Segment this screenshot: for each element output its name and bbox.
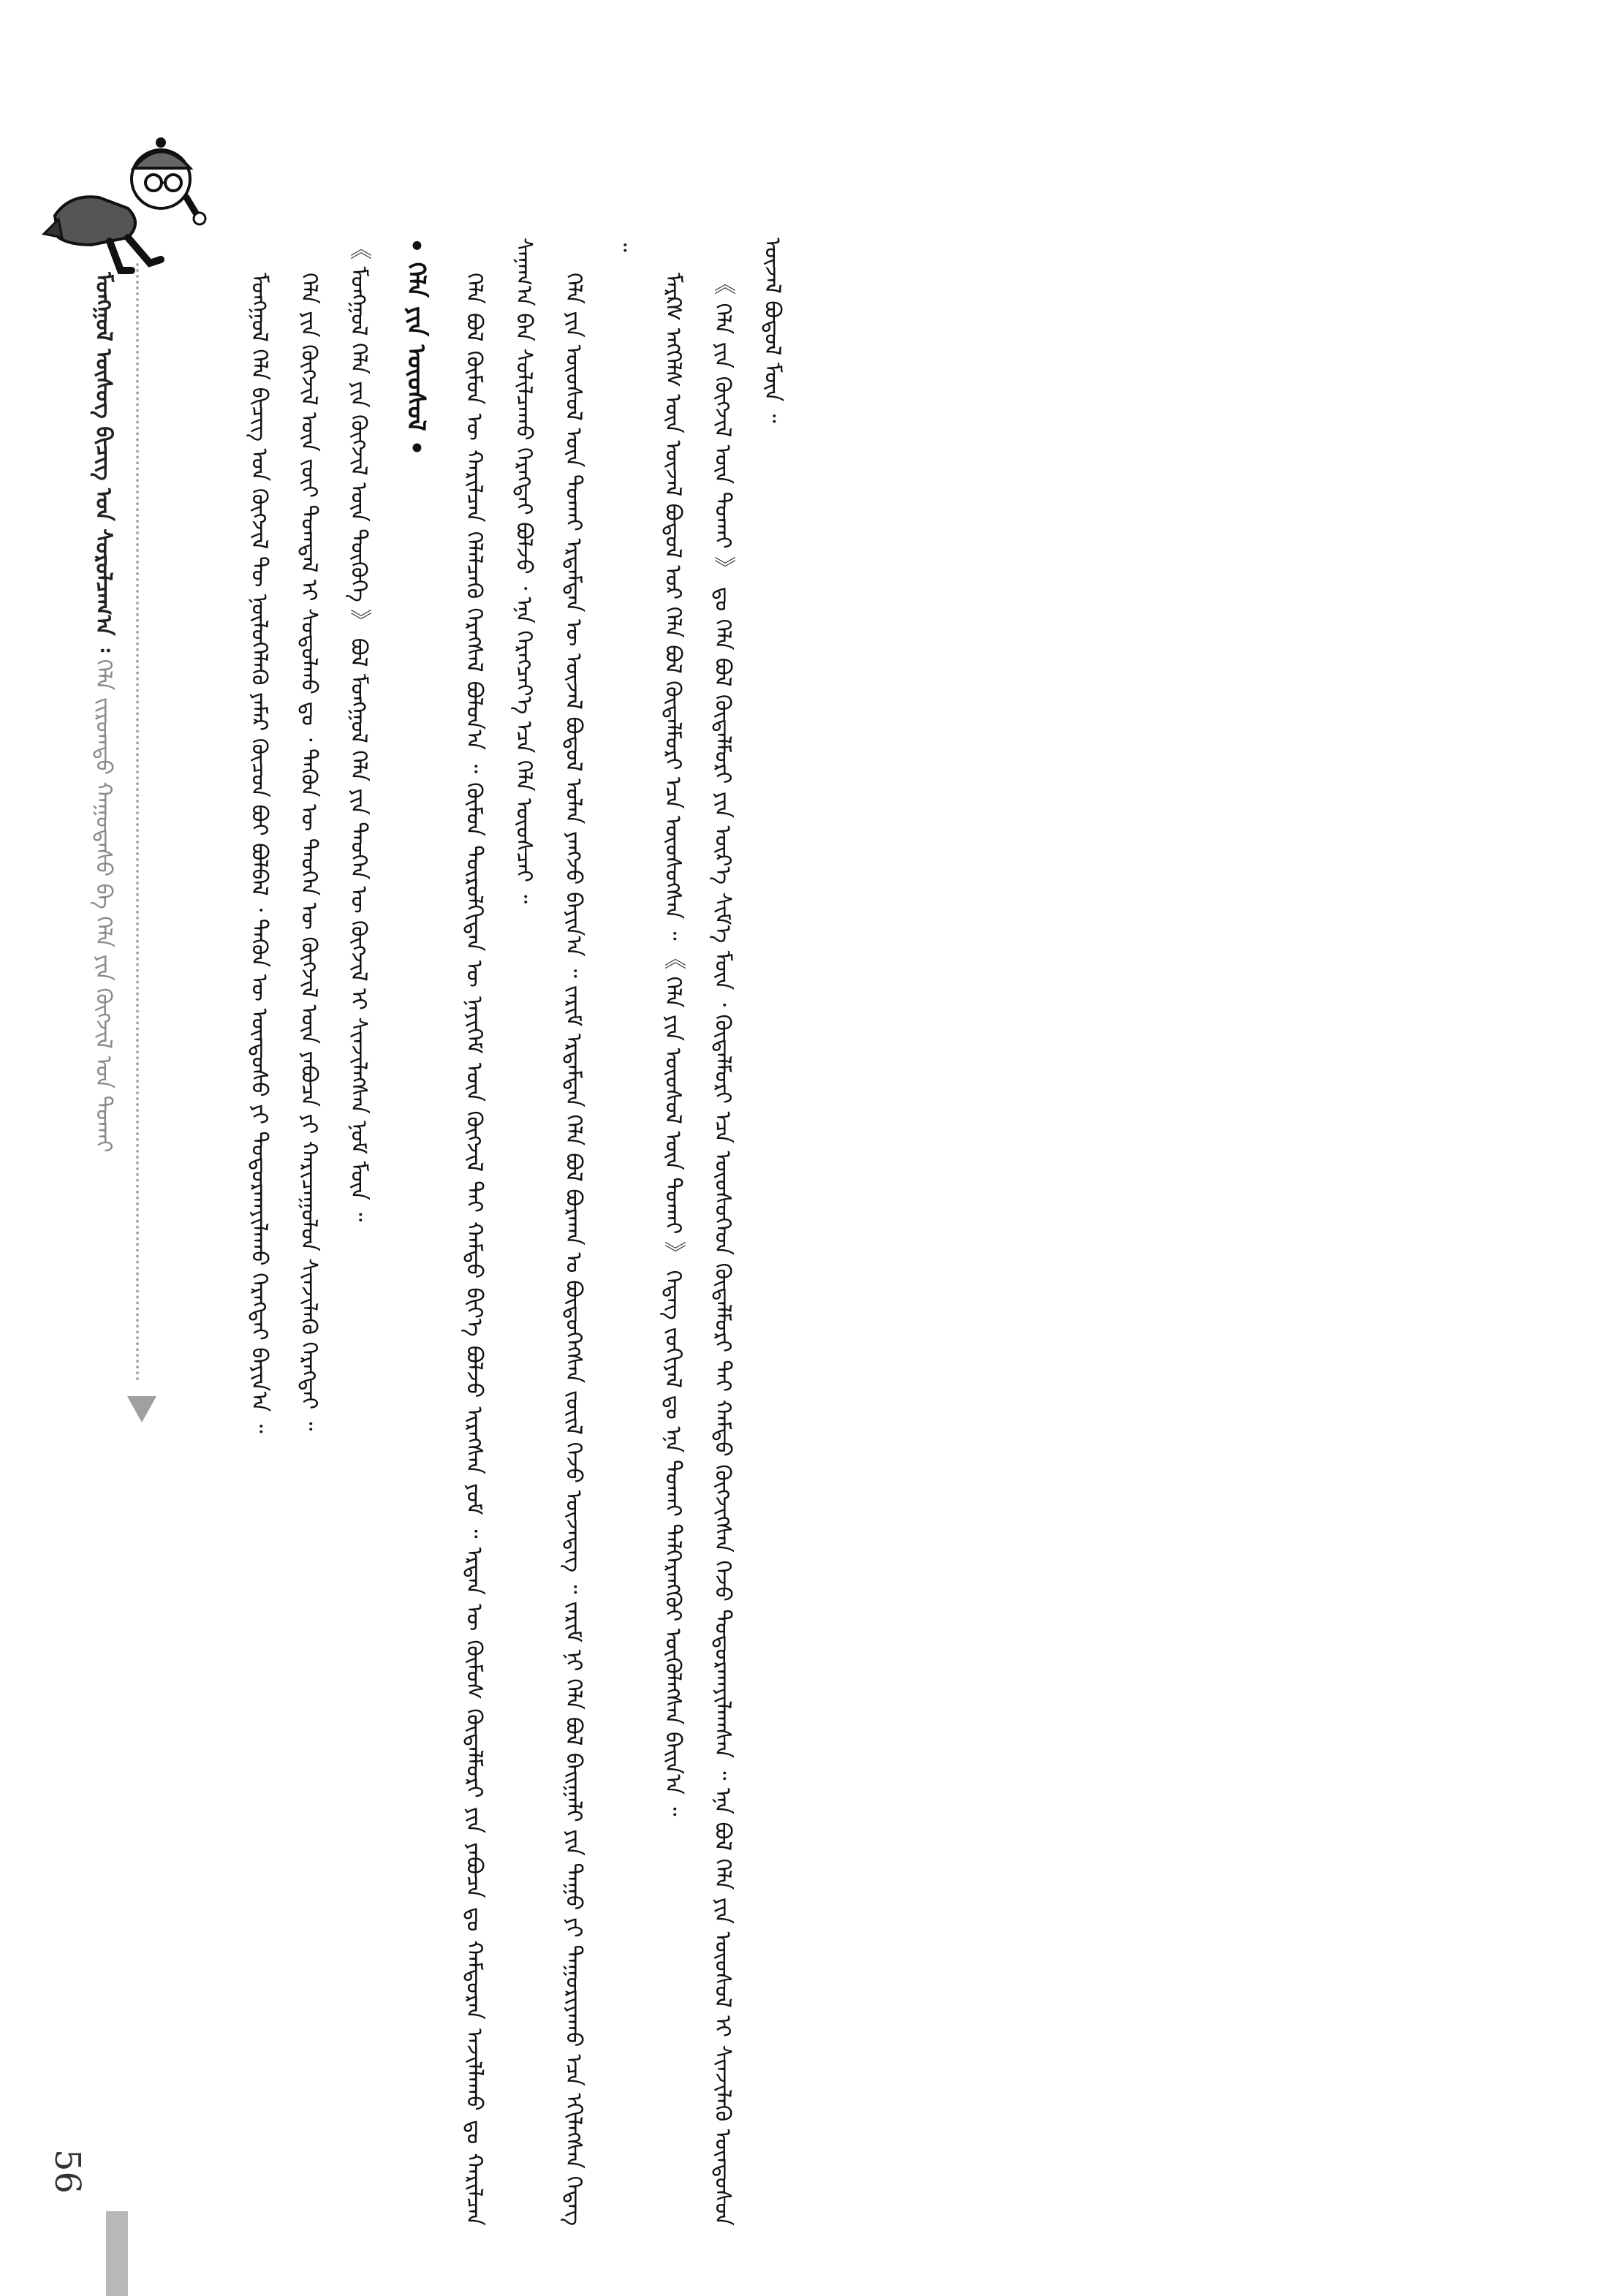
body-paragraph: ᠬᠡᠯᠡ ᠪᠣᠯ ᠬᠦᠮᠦᠨ ᠦ ᠬᠠᠷᠢᠯᠴᠠᠨ ᠬᠡᠯᠡᠯᠴᠡᠬᠦ ᠬᠡᠷᠡᠭᠰᠡᠯ ᠪᠣᠯᠤᠨ᠎ᠠ ᠃ ᠬᠦᠮᠦᠨ ᠲᠥᠷᠦᠯᠬᠢᠲᠡᠨ ᠦ ᠨᠡᠶᠢᠭᠡᠮ ᠦᠨ ᠬᠥᠭᠵᠢᠯ ᠲᠡᠢ ᠬᠠᠮᠲᠤ ᠪᠢᠶ᠎ᠡ ᠪᠣᠯᠵᠤ ᠢᠷᠡᠭᠰᠡᠨ ᠶᠤᠮ ᠃ ᠡᠷᠲᠡᠨ ᠦ ᠬᠦᠮᠦᠰ ᠬᠥᠳᠡᠯᠮᠦᠷᠢ ᠶᠢᠨ ᠶᠠᠪᠤᠴᠠ ᠳᠤ ᠬᠠᠮᠲᠤᠷᠠᠨ ᠠᠵᠢᠯᠯᠠᠬᠤ ᠳᠤ ᠬᠠᠷᠢᠯᠴᠠᠨ ᠰᠠᠨᠠᠭ᠎ᠠ ᠪᠠᠨ ᠰᠣᠯᠢᠯᠴᠠᠬᠤ ᠬᠡᠷᠡᠭᠲᠡᠢ ᠪᠣᠯᠵᠤ ᠂ ᠡᠨᠡ ᠬᠡᠷᠡᠭᠴᠡᠶ᠎ᠡ ᠡᠴᠡ ᠬᠡᠯᠡ ᠦᠦᠰᠴᠡᠢ ᠃ (461, 238, 537, 2226)
body-paragraph: 《 ᠮᠣᠩᠭᠣᠯ ᠬᠡᠯᠡ ᠶᠢᠨ ᠬᠥᠭᠵᠢᠯ ᠦᠨ ᠲᠦᠭᠦᠬᠡ 》 ᠪᠣᠯ ᠮᠣᠩᠭᠣᠯ ᠬᠡᠯᠡ ᠶᠢᠨ ᠲᠡᠦᠬᠡᠨ ᠦ ᠬᠥᠭᠵᠢᠯ ᠢ ᠰᠢᠨᠵᠢᠯᠡᠭᠰᠡᠨ ᠨᠣᠮ ᠮᠥᠨ ᠃ (346, 238, 371, 1222)
body-paragraph: ᠬᠡᠯᠡ ᠶᠢᠨ ᠦᠦᠰᠦᠯ ᠦᠨ ᠲᠤᠬᠠᠢ ᠡᠷᠳᠡᠮᠲᠡᠨ ᠦ ᠦᠵᠡᠯ ᠪᠣᠳᠤᠯ ᠣᠯᠠᠨ ᠶᠠᠩᠵᠤ ᠪᠠᠶᠢᠨ᠎ᠠ ᠃ ᠵᠠᠷᠢᠮ ᠡᠷᠳᠡᠮᠲᠡᠨ ᠬᠡᠯᠡ ᠪᠣᠯ ᠪᠤᠷᠬᠠᠨ ᠤ ᠪᠦᠲᠦᠭᠡᠭᠰᠡᠨ ᠵᠦᠢᠯ ᠭᠡᠵᠦ ᠦᠵᠡᠳᠡᠭ ᠃ ᠵᠠᠷᠢᠮ ᠨᠢ ᠬᠡᠯᠡ ᠪᠣᠯ ᠪᠠᠢᠭᠠᠯᠢ ᠶᠢᠨ ᠳᠠᠭᠤ ᠶᠢ ᠳᠠᠭᠤᠷᠢᠶᠠᠬᠤ ᠡᠴᠡ ᠡᠬᠢᠯᠡᠭᠰᠡᠨ ᠭᠡᠳᠡᠭ ᠃ (561, 238, 636, 2226)
section-title: • ᠬᠡᠯᠡ ᠶᠢᠨ ᠦᠦᠰᠦᠯ • (401, 238, 431, 456)
page-edge-bar (106, 2211, 128, 2296)
body-paragraph: ᠮᠠᠷᠺᠰ ᠡᠩᠭᠡᠯᠰ ᠦᠨ ᠦᠵᠡᠯ ᠪᠣᠳᠤᠯ ᠣᠷ ᠬᠡᠯᠡ ᠪᠣᠯ ᠬᠥᠳᠡᠯᠮᠦᠷᠢ ᠡᠴᠡ ᠦᠦᠰᠦᠭᠰᠡᠨ ᠃ 《 ᠬᠡᠯᠡ ᠶᠢᠨ ᠦᠦᠰᠦᠯ ᠦᠨ ᠲᠤᠬᠠᠢ 》 ᠭᠡᠳᠡᠭ ᠵᠣᠬᠢᠶᠠᠯ ᠳᠤ ᠡᠨᠡ ᠲᠤᠬᠠᠢ ᠳᠡᠯᠭᠡᠷᠡᠩᠭᠦᠢ ᠥᠭᠦᠯᠡᠭᠰᠡᠨ ᠪᠠᠢᠨ᠎ᠠ ᠃ (660, 273, 686, 1816)
body-paragraph: ᠮᠣᠩᠭᠣᠯ ᠬᠡᠯᠡ ᠪᠢᠴᠢᠭ ᠤᠨ ᠬᠥᠭᠵᠢᠯ ᠲᠦ ᠨᠥᠯᠦᠭᠡᠯᠡᠬᠦ ᠶᠠᠮᠠᠷ ᠬᠦᠴᠦᠨ ᠪᠤᠢ ᠪᠤᠯᠪᠠᠯ ᠂ ᠲᠡᠭᠦᠨ ᠦ ᠦᠨᠳᠦᠰᠦ ᠶᠢ ᠲᠣᠳᠣᠷᠬᠠᠶᠢᠯᠠᠬᠤ ᠬᠡᠷᠡᠭᠲᠡᠢ ᠪᠠᠶᠢᠨ᠎ᠠ ᠃ (246, 273, 272, 1433)
body-text (234, 238, 1403, 2226)
flying-child-illustration (40, 128, 208, 281)
page-number: 56 (47, 2149, 88, 2194)
triangle-arrow-icon (127, 1396, 156, 1422)
body-paragraph: 《 ᠬᠡᠯᠡ ᠶᠢᠨ ᠬᠥᠭᠵᠢᠯ ᠦᠨ ᠲᠤᠬᠠᠢ 》 ᠳᠤ ᠬᠡᠯᠡ ᠪᠣᠯ ᠬᠥᠳᠡᠯᠮᠦᠷᠢ ᠶᠢᠨ ᠦᠷ᠎ᠡ ᠰᠢᠮ᠎ᠡ ᠮᠥᠨ ᠂ ᠬᠥᠳᠡᠯᠮᠦᠷᠢ ᠡᠴᠡ ᠦᠦᠰᠦᠭᠡᠳ ᠬᠥᠳᠡᠯᠮᠦᠷᠢ ᠲᠡᠢ ᠬᠠᠮᠲᠤ ᠬᠥᠭᠵᠢᠭᠰᠡᠨ ᠭᠡᠵᠦ ᠲᠣᠳᠣᠷᠬᠠᠶᠢᠯᠠᠭᠰᠠᠨ ᠃ ᠡᠨᠡ ᠪᠣᠯ ᠬᠡᠯᠡ ᠶᠢᠨ ᠦᠦᠰᠦᠯ ᠢ ᠰᠢᠨᠵᠢᠯᠡᠬᠦ ᠦᠨᠳᠦᠰᠦᠨ ᠦᠵᠡᠯ ᠪᠣᠳᠤᠯ ᠮᠥᠨ ᠃ (710, 238, 785, 2226)
running-header-title: ᠬᠡᠯᠡ ᠵᠢᠷᠤᠭᠲᠤ ᠬᠠᠭᠤᠳᠠᠰᠤ ᠪᠠ ᠬᠡᠯᠡ ᠶᠢᠨ ᠬᠥᠭᠵᠢᠯ ᠤᠨ ᠲᠤᠬᠠᠢ (91, 659, 116, 1153)
running-header-series: ᠮᠣᠩᠭᠣᠯ ᠦᠰᠦᠭ ᠪᠢᠴᠢᠭ ᠤᠨ ᠰᠤᠷᠤᠯᠴᠠᠭ᠎ᠠ ᠄ (91, 272, 116, 653)
header-dotted-rule (136, 263, 139, 1382)
body-paragraph: ᠬᠡᠯᠡ ᠶᠢᠨ ᠬᠥᠭᠵᠢᠯ ᠦᠨ ᠵᠦᠢ ᠲᠣᠭᠲᠠᠯ ᠢ ᠰᠣᠳᠤᠯᠬᠤ ᠳᠤ ᠂ ᠲᠡᠭᠦᠨ ᠦ ᠲᠡᠦᠬᠡᠨ ᠦ ᠬᠥᠭᠵᠢᠯ ᠦᠨ ᠶᠠᠪᠤᠴᠠ ᠶᠢ ᠬᠠᠷᠢᠴᠠᠭᠤᠯᠤᠨ ᠰᠢᠨᠵᠢᠯᠡᠬᠦ ᠬᠡᠷᠡᠭᠲᠡᠢ ᠃ (296, 273, 322, 1431)
running-header (85, 272, 121, 1368)
